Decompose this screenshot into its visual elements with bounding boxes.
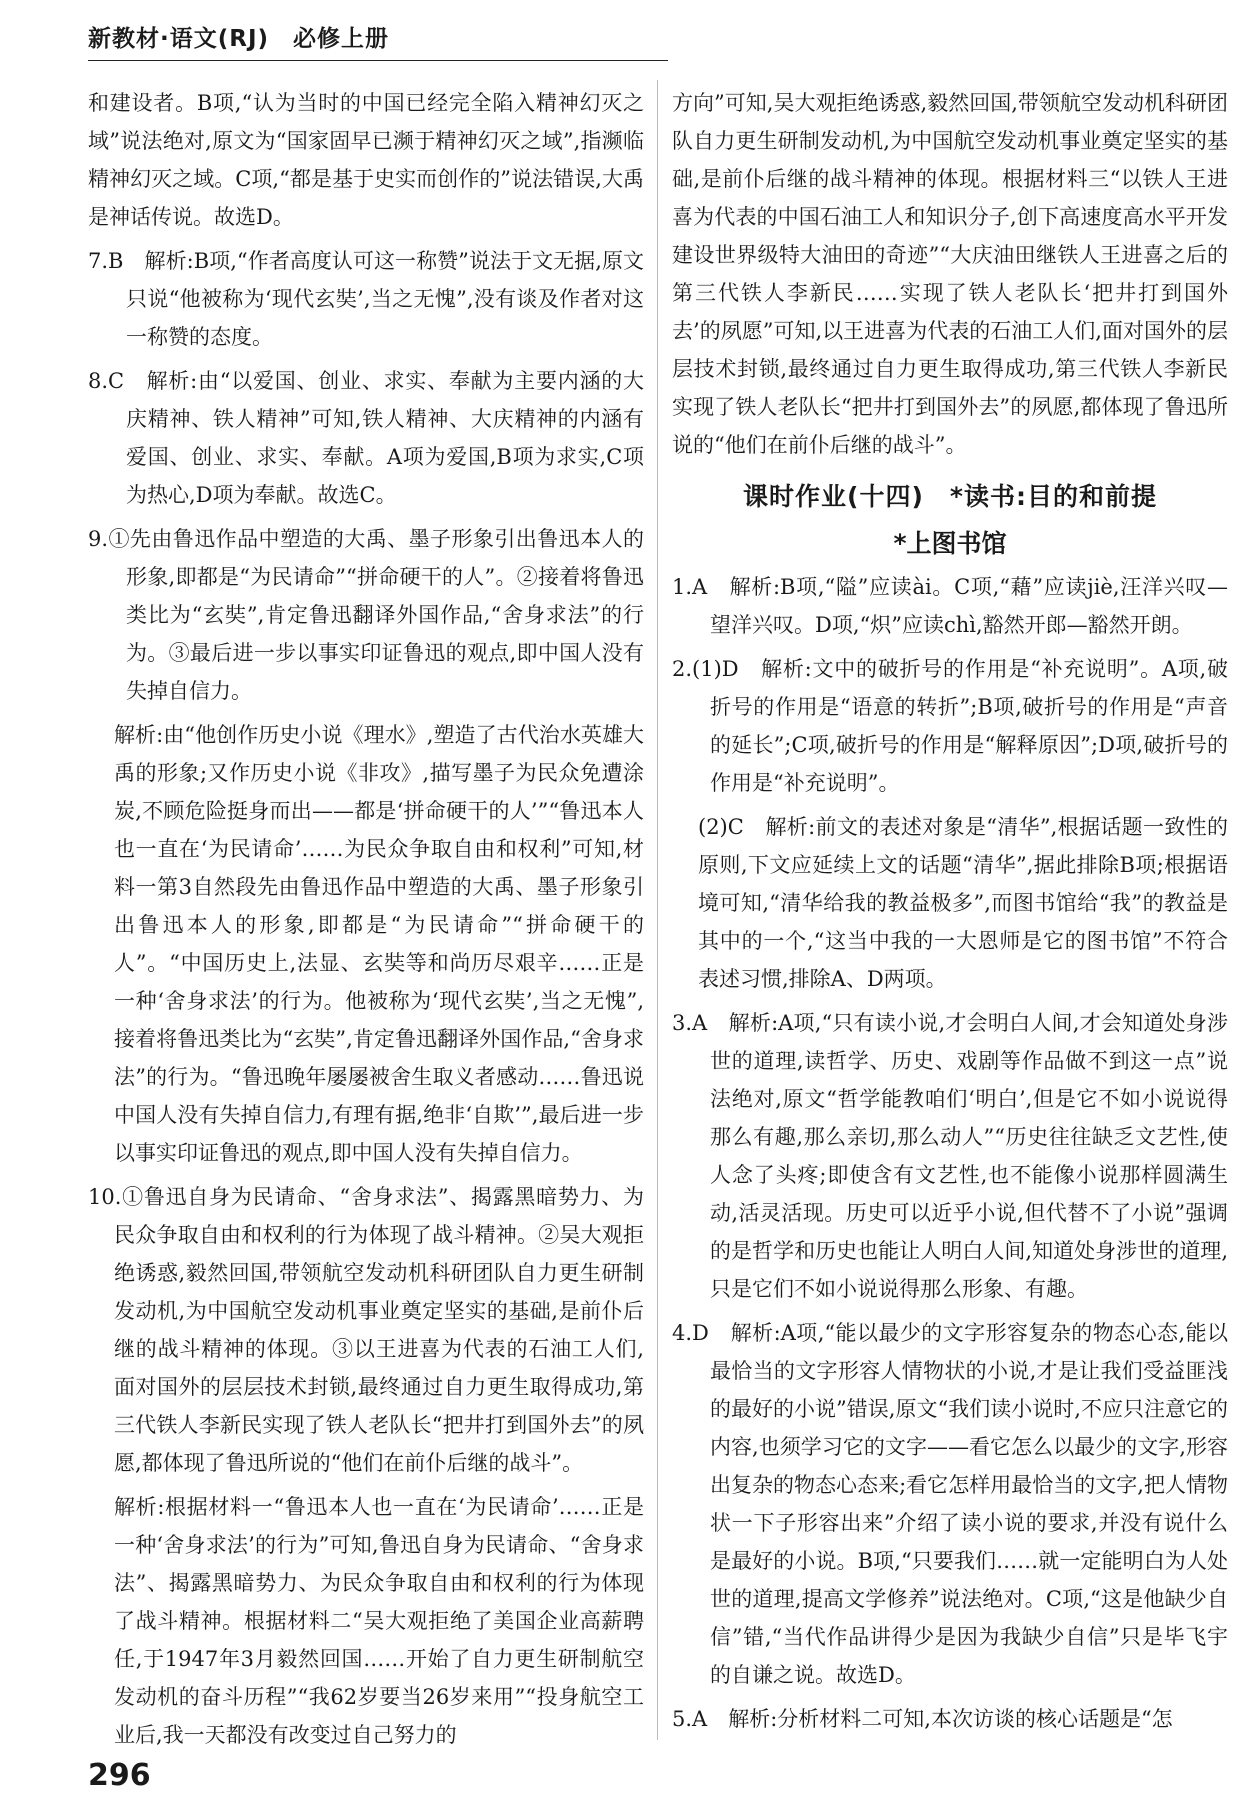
answer-paragraph: 7.B 解析:B项,“作者高度认可这一称赞”说法于文无据,原文只说“他被称为‘现代玄奘’,当之无愧”,没有谈及作者对这一称赞的态度。	[88, 249, 644, 349]
right-column-answers	[672, 568, 1228, 1738]
answer-paragraph: 方向”可知,吴大观拒绝诱惑,毅然回国,带领航空发动机科研团队自力更生研制发动机,为中国航空发动机事业奠定坚实的基础,是前仆后继的战斗精神的体现。根据材料三“以铁人王进喜为代表的中国石油工人和知识分子,创下高速度高水平开发建设世界级特大油田的奇迹”“大庆油田继铁人王进喜之后的第三代铁人李新民……实现了铁人老队长‘把井打到国外去’的夙愿”可知,以王进喜为代表的石油工人们,面对国外的层层技术封锁,最终通过自力更生取得成功,第三代铁人李新民实现了铁人老队长“把井打到国外去”的夙愿,都体现了鲁迅所说的“他们在前仆后继的战斗”。	[672, 91, 1228, 457]
answer-paragraph: (2)C 解析:前文的表述对象是“清华”,根据话题一致性的原则,下文应延续上文的话题“清华”,据此排除B项;根据语境可知,“清华给我的教益极多”,而图书馆给“我”的教益是其中的一个,“这当中我的一大恩师是它的图书馆”不符合表述习惯,排除A、D两项。	[698, 815, 1228, 991]
answer-paragraph: 5.A 解析:分析材料二可知,本次访谈的核心话题是“怎	[672, 1707, 1173, 1731]
header-rule	[88, 60, 668, 61]
page-number: 296	[88, 1758, 151, 1793]
left-column	[88, 84, 644, 1760]
answer-paragraph: 10.①鲁迅自身为民请命、“舍身求法”、揭露黑暗势力、为民众争取自由和权利的行为体现了战斗精神。②吴大观拒绝诱惑,毅然回国,带领航空发动机科研团队自力更生研制发动机,为中国航空发动机事业奠定坚实的基础,是前仆后继的战斗精神的体现。③以王进喜为代表的石油工人们,面对国外的层层技术封锁,最终通过自力更生取得成功,第三代铁人李新民实现了铁人老队长“把井打到国外去”的夙愿,都体现了鲁迅所说的“他们在前仆后继的战斗”。	[88, 1185, 644, 1475]
answer-paragraph: 3.A 解析:A项,“只有读小说,才会明白人间,才会知道处身涉世的道理,读哲学、历史、戏剧等作品做不到这一点”说法绝对,原文“哲学能教咱们‘明白’,但是它不如小说说得那么有趣,那么亲切,那么动人”“历史往往缺乏文艺性,使人念了头疼;即使含有文艺性,也不能像小说那样圆满生动,活灵活现。历史可以近乎小说,但代替不了小说”强调的是哲学和历史也能让人明白人间,知道处身涉世的道理,只是它们不如小说说得那么形象、有趣。	[672, 1011, 1228, 1301]
answer-paragraph: 2.(1)D 解析:文中的破折号的作用是“补充说明”。A项,破折号的作用是“语意的转折”;B项,破折号的作用是“声音的延长”;C项,破折号的作用是“解释原因”;D项,破折号的作用是“补充说明”。	[672, 657, 1228, 795]
section-title: 课时作业(十四) *读书:目的和前提	[743, 482, 1157, 511]
right-column	[672, 84, 1228, 1744]
running-header: 新教材·语文(RJ) 必修上册	[88, 26, 390, 52]
section-subtitle: *上图书馆	[893, 529, 1007, 558]
answer-paragraph: 解析:由“他创作历史小说《理水》,塑造了古代治水英雄大禹的形象;又作历史小说《非攻》,描写墨子为民众免遭涂炭,不顾危险挺身而出——都是‘拼命硬干的人’”“鲁迅本人也一直在‘为民请命’……为民众争取自由和权利”可知,材料一第3自然段先由鲁迅作品中塑造的大禹、墨子形象引出鲁迅本人的形象,即都是“为民请命”“拼命硬干的人”。“中国历史上,法显、玄奘等和尚历尽艰辛……正是一种‘舍身求法’的行为。他被称为‘现代玄奘’,当之无愧”,接着将鲁迅类比为“玄奘”,肯定鲁迅翻译外国作品,“舍身求法”的行为。“鲁迅晚年屡屡被舍生取义者感动……鲁迅说中国人没有失掉自信力,有理有据,绝非‘自欺’”,最后进一步以事实印证鲁迅的观点,即中国人没有失掉自信力。	[114, 723, 644, 1165]
answer-paragraph: 4.D 解析:A项,“能以最少的文字形容复杂的物态心态,能以最恰当的文字形容人情物状的小说,才是让我们受益匪浅的最好的小说”错误,原文“我们读小说时,不应只注意它的内容,也须学习它的文字——看它怎么以最少的文字,形容出复杂的物态心态来;看它怎样用最恰当的文字,把人情物状一下子形容出来”介绍了读小说的要求,并没有说什么是最好的小说。B项,“只要我们……就一定能明白为人处世的道理,提高文学修养”说法绝对。C项,“这是他缺少自信”错,“当代作品讲得少是因为我缺少自信”只是毕飞宇的自谦之说。故选D。	[672, 1321, 1228, 1687]
answer-paragraph: 8.C 解析:由“以爱国、创业、求实、奉献为主要内涵的大庆精神、铁人精神”可知,铁人精神、大庆精神的内涵有爱国、创业、求实、奉献。A项为爱国,B项为求实,C项为热心,D项为奉献。故选C。	[88, 369, 644, 507]
answer-paragraph: 解析:根据材料一“鲁迅本人也一直在‘为民请命’……正是一种‘舍身求法’的行为”可知,鲁迅自身为民请命、“舍身求法”、揭露黑暗势力、为民众争取自由和权利的行为体现了战斗精神。根据材料二“吴大观拒绝了美国企业高薪聘任,于1947年3月毅然回国……开始了自力更生研制航空发动机的奋斗历程”“我62岁要当26岁来用”“投身航空工业后,我一天都没有改变过自己努力的	[114, 1495, 644, 1747]
answer-paragraph: 1.A 解析:B项,“隘”应读ài。C项,“藉”应读jiè,汪洋兴叹—望洋兴叹。D项,“炽”应读chì,豁然开郎—豁然开朗。	[672, 575, 1228, 637]
column-divider	[657, 80, 658, 1740]
answer-paragraph: 和建设者。B项,“认为当时的中国已经完全陷入精神幻灭之域”说法绝对,原文为“国家固早已濒于精神幻灭之域”,指濒临精神幻灭之域。C项,“都是基于史实而创作的”说法错误,大禹是神话传说。故选D。	[88, 91, 644, 229]
right-column-continuation	[672, 84, 1228, 464]
answer-paragraph: 9.①先由鲁迅作品中塑造的大禹、墨子形象引出鲁迅本人的形象,即都是“为民请命”“拼命硬干的人”。②接着将鲁迅类比为“玄奘”,肯定鲁迅翻译外国作品,“舍身求法”的行为。③最后进一步以事实印证鲁迅的观点,即中国人没有失掉自信力。	[88, 527, 644, 703]
